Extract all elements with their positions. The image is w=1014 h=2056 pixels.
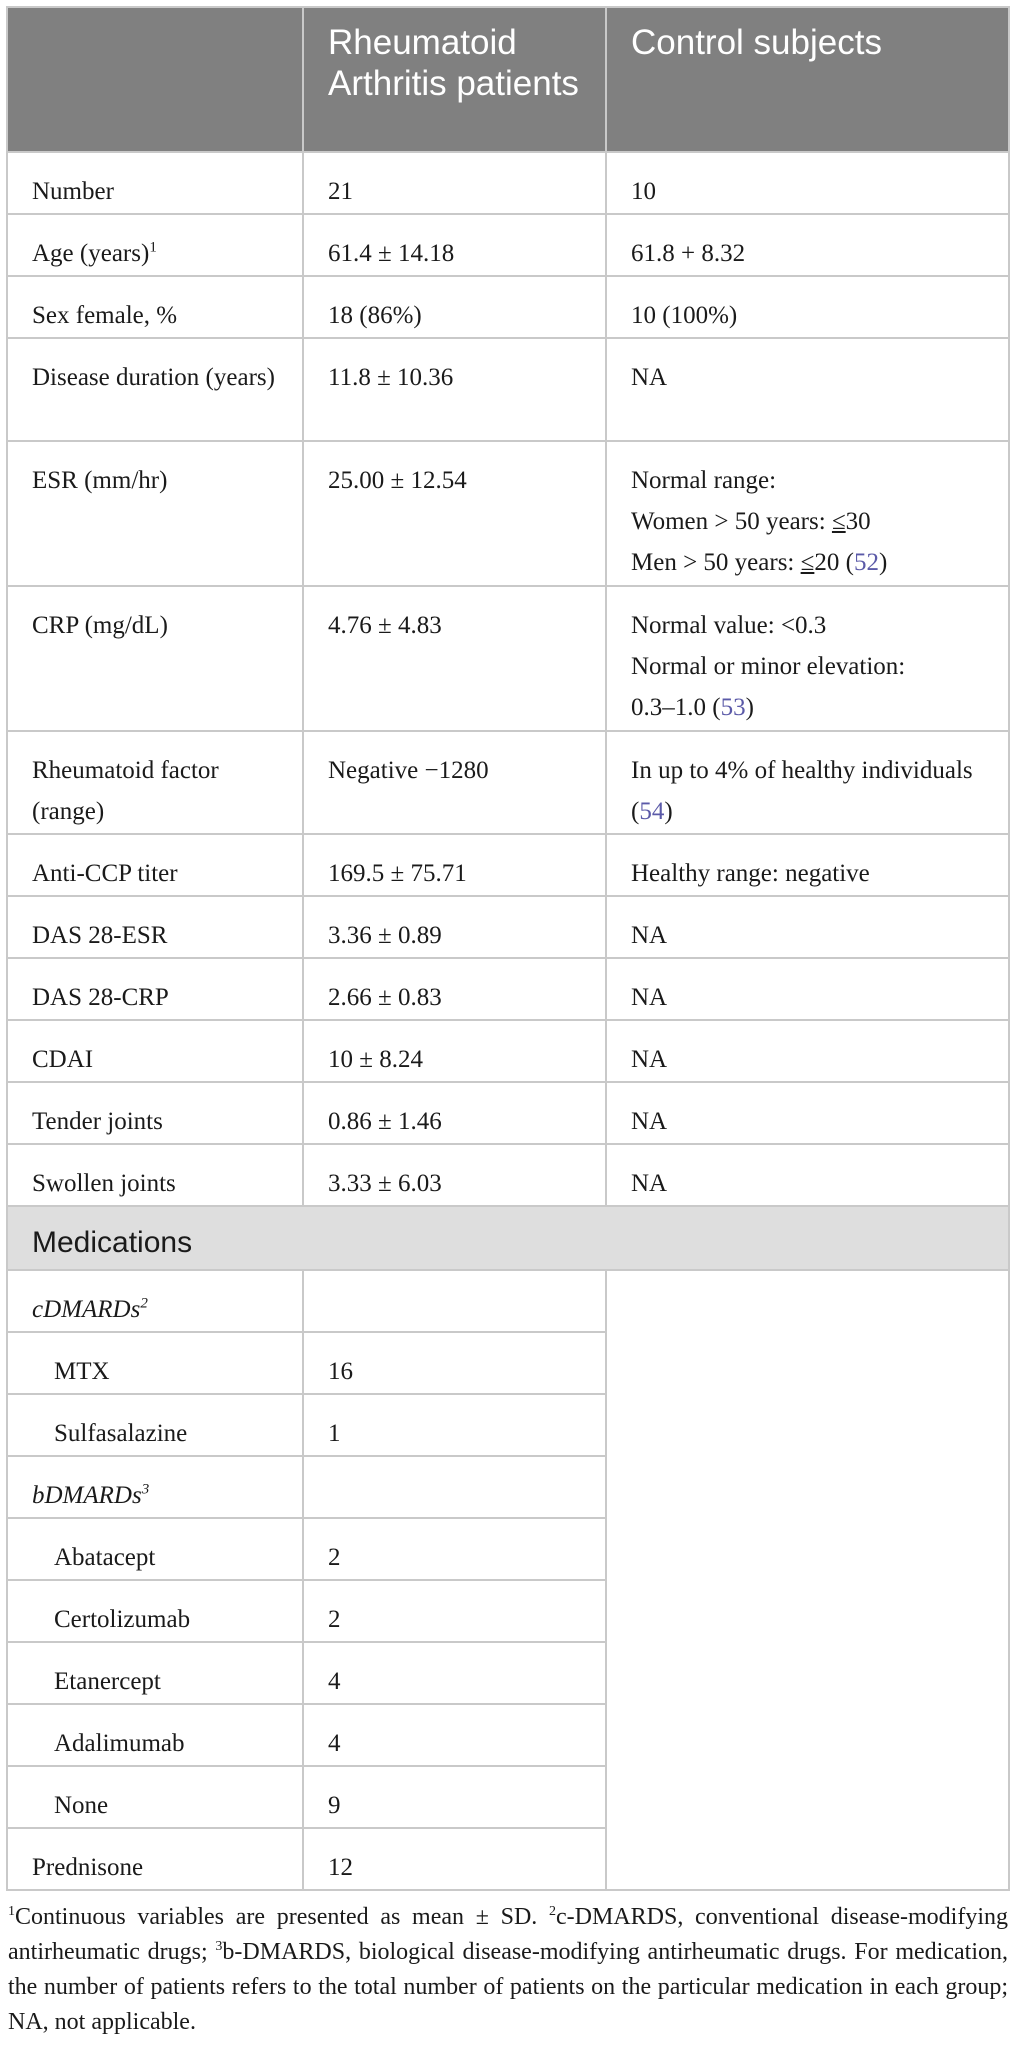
footnote-marker: 1 [149,239,157,256]
ra-value: 2 [303,1518,606,1580]
medication-label: Sulfasalazine [7,1394,303,1456]
ra-value-empty [303,1456,606,1518]
medication-label: Adalimumab [7,1704,303,1766]
footnote-text: c-DMARDS, conventional disease-modifying antirheumatic drugs; [8,1904,1008,1965]
table-row [7,1020,1009,1082]
cdmards-label-text: cDMARDs [32,1296,141,1323]
bdmards-label [7,1456,303,1518]
women-range [631,501,990,542]
control-value: NA [606,1020,1009,1082]
ra-value: 4 [303,1704,606,1766]
women-range-text: Women > 50 years: [631,508,832,535]
bdmards-label-text: bDMARDs [32,1482,142,1509]
row-label: CRP (mg/dL) [7,586,303,731]
table-row [7,896,1009,958]
row-label [7,214,303,276]
row-label-text: Age (years) [32,240,150,267]
ra-value: 4 [303,1642,606,1704]
women-range-value: 30 [845,508,871,535]
control-value [606,441,1009,586]
footnote-marker: 2 [549,1904,556,1919]
table-row [7,276,1009,338]
normal-range-heading: Normal range: [631,467,777,494]
ra-value: 11.8 ± 10.36 [303,338,606,441]
reference-link[interactable]: 54 [639,798,665,825]
control-value: NA [606,1144,1009,1206]
header-blank [7,7,303,152]
crp-normal-value: Normal value: <0.3 [631,612,827,639]
footnote-marker: 3 [141,1481,150,1498]
ra-value-empty [303,1270,606,1332]
control-value: NA [606,1082,1009,1144]
ra-value: 2.66 ± 0.83 [303,958,606,1020]
demographics-table [6,6,1010,1891]
footnote-marker: 1 [8,1904,15,1919]
control-empty-cell [606,1270,1009,1890]
footnote-text: Continuous variables are presented as mean ± SD. [15,1904,549,1930]
table-row [7,731,1009,834]
closing-paren: ) [878,549,888,576]
control-value: NA [606,958,1009,1020]
header-ra-patients: Rheumatoid Arthritis patients [303,7,606,152]
ra-value: 1 [303,1394,606,1456]
crp-range [631,687,990,728]
control-value [606,731,1009,834]
row-label: Disease duration (years) [7,338,303,441]
medication-label: Certolizumab [7,1580,303,1642]
row-label: DAS 28-CRP [7,958,303,1020]
medication-label: None [7,1766,303,1828]
medication-label: Abatacept [7,1518,303,1580]
men-range [631,542,990,583]
table-row [7,958,1009,1020]
table-row [7,586,1009,731]
table-row [7,1270,1009,1332]
table-row [7,834,1009,896]
row-label: Tender joints [7,1082,303,1144]
control-value: 61.8 + 8.32 [606,214,1009,276]
ra-value: 3.33 ± 6.03 [303,1144,606,1206]
table-row [7,152,1009,214]
table-row [7,214,1009,276]
control-value: Healthy range: negative [606,834,1009,896]
table-row [7,441,1009,586]
medications-title: Medications [7,1206,1009,1270]
le-symbol: ≤ [800,549,815,576]
ra-value: 3.36 ± 0.89 [303,896,606,958]
ra-value: 4.76 ± 4.83 [303,586,606,731]
row-label: CDAI [7,1020,303,1082]
control-value: 10 (100%) [606,276,1009,338]
row-label: Number [7,152,303,214]
footnote-marker: 2 [140,1295,148,1312]
control-value: NA [606,896,1009,958]
ra-value: 12 [303,1828,606,1890]
row-label: Anti-CCP titer [7,834,303,896]
closing-paren: ) [664,798,673,825]
prednisone-label: Prednisone [7,1828,303,1890]
medication-label: Etanercept [7,1642,303,1704]
control-value: 10 [606,152,1009,214]
crp-minor-elevation: Normal or minor elevation: [631,653,906,680]
ra-value: 61.4 ± 14.18 [303,214,606,276]
footnote-text: b-DMARDS, biological disease-modifying antirheumatic drugs. For medication, the number of patients refers to the total number of patients on the particular medication in each group; NA, not applicable. [8,1939,1008,2035]
ra-value: 10 ± 8.24 [303,1020,606,1082]
table-row [7,1144,1009,1206]
ra-value: 169.5 ± 75.71 [303,834,606,896]
row-label: ESR (mm/hr) [7,441,303,586]
ra-value: 21 [303,152,606,214]
ra-value: 16 [303,1332,606,1394]
men-range-value: 20 ( [814,549,854,576]
medications-section-header [7,1206,1009,1270]
crp-range-text: 0.3–1.0 ( [631,694,721,721]
ra-value: 18 (86%) [303,276,606,338]
cdmards-label [7,1270,303,1332]
header-control-subjects: Control subjects [606,7,1009,152]
control-value [606,586,1009,731]
ra-value: Negative −1280 [303,731,606,834]
row-label: Rheumatoid factor (range) [7,731,303,834]
footnote-marker: 3 [215,1939,223,1954]
table-row [7,1082,1009,1144]
ra-value: 2 [303,1580,606,1642]
ra-value: 25.00 ± 12.54 [303,441,606,586]
men-range-text: Men > 50 years: [631,549,801,576]
medication-label: MTX [7,1332,303,1394]
ra-value: 0.86 ± 1.46 [303,1082,606,1144]
table-row [7,338,1009,441]
table-header-row [7,7,1009,152]
reference-link[interactable]: 53 [720,694,746,721]
row-label: Sex female, % [7,276,303,338]
rf-text: In up to 4% of healthy individuals ( [631,757,973,825]
row-label: DAS 28-ESR [7,896,303,958]
closing-paren: ) [745,694,754,721]
table-footnote [8,1900,1008,2040]
reference-link[interactable]: 52 [853,549,879,576]
ra-value: 9 [303,1766,606,1828]
row-label: Swollen joints [7,1144,303,1206]
le-symbol: ≤ [831,508,846,535]
control-value: NA [606,338,1009,441]
